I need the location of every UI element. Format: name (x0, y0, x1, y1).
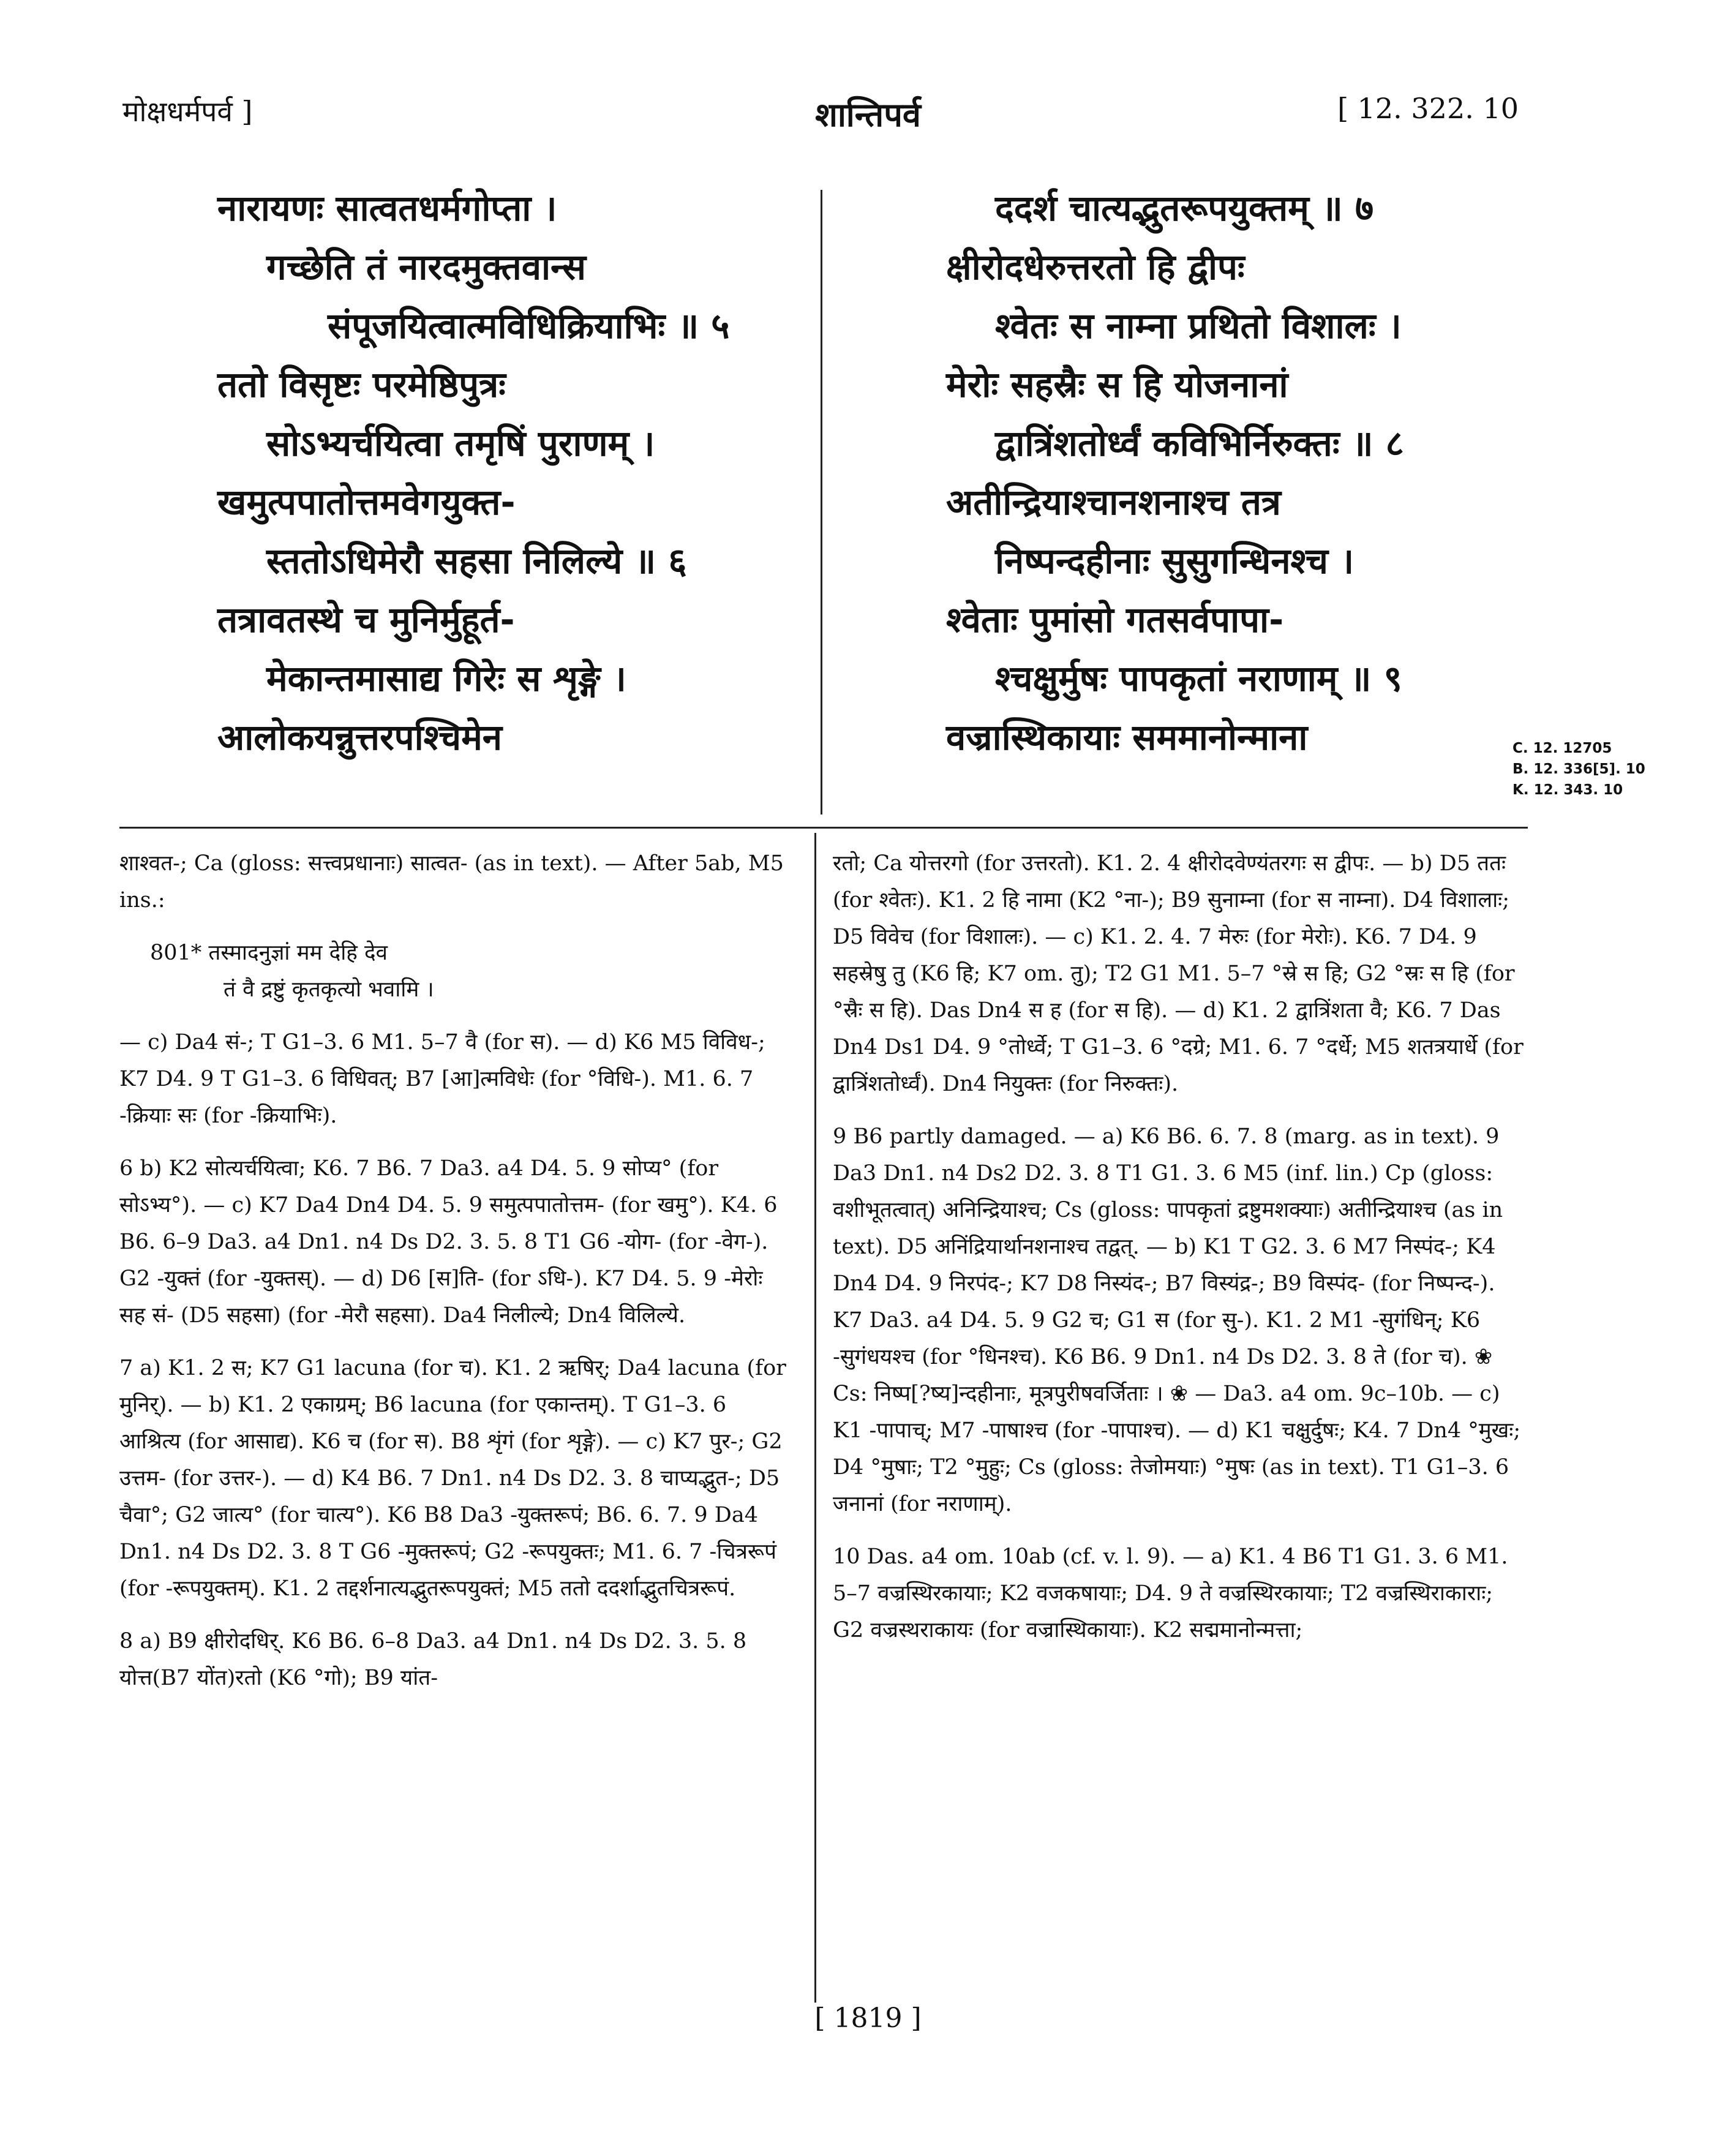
verse-line: द्वात्रिंशतोर्ध्वं कविभिर्निरुक्तः ॥ ८ (995, 423, 1404, 464)
verse-line: सोऽभ्यर्चयित्वा तमृषिं पुराणम् । (266, 423, 655, 464)
verse-line: ददर्श चात्यद्भुतरूपयुक्तम् ॥ ७ (995, 187, 1374, 229)
verse-line: ततो विसृष्टः परमेष्ठिपुत्रः (217, 364, 506, 405)
apparatus-entry: 6 b) K2 सोत्यर्चयित्वा; K6. 7 B6. 7 Da3. a4 D4. 5. 9 सोप्य° (for सोऽभ्य°). — c) K7 Da4 Dn4 D4. 5. 9 समुत्पपातोत्तम- (for खमु°). K4. 6 B6. 6–9 Da3. a4 Dn1. n4 Ds D2. 3. 5. 8 T1 G6 -योग- (for -वेग-). G2 -युक्तं (for -युक्तस्). — d) D6 [स]ति- (for ऽधि-). K7 D4. 5. 9 -मेरोः सह सं- (D5 सहसा) (for -मेरौ सहसा). Da4 निलील्ये; Dn4 विलिल्ये. (119, 1156, 778, 1328)
verse-line: श्वेताः पुमांसो गतसर्वपापा- (946, 599, 1284, 641)
verse-line: खमुत्पपातोत्तमवेगयुक्त- (217, 481, 516, 523)
text-apparatus-separator (119, 827, 1528, 829)
verse-line: क्षीरोदधेरुत्तरतो हि द्वीपः (946, 246, 1245, 288)
apparatus-entry: 9 B6 partly damaged. — a) K6 B6. 6. 7. 8 (marg. as in text). 9 Da3 Dn1. n4 Ds2 D2. 3. 8 T1 G1. 3. 6 M5 (inf. lin.) Cp (gloss: वशीभूतत्वात्) अनिन्द्रियाश्च; Cs (gloss: पापकृतां द्रष्टुमशक्याः) अतीन्द्रियाश्च (as in text). D5 अनिंद्रियार्थानशनाश्च तद्वत्. — b) K1 T G2. 3. 6 M7 निस्पंद-; K4 Dn4 D4. 9 निरपंद-; K7 D8 निस्यंद-; B7 विस्यंद्र-; B9 विस्पंद- (for निष्पन्द-). K7 Da3. a4 D4. 5. 9 G2 च; G1 स (for सु-). K1. 2 M1 -सुगंधिन्; K6 -सुगंधयश्च (for °धिनश्च). K6 B6. 9 Dn1. n4 Ds D2. 3. 8 ते (for च). ❀ Cs: निष्प[?ष्य]न्दहीनाः, मूत्रपुरीषवर्जिताः । ❀ — Da3. a4 om. 9c–10b. — c) K1 -पापाच्; M7 -पाषाश्च (for -पापाश्च). — d) K1 चक्षुर्दुषः; K4. 7 Dn4 °मुखः; D4 °मुषाः; T2 °मुहुः; Cs (gloss: तेजोमयाः) °मुषः (as in text). T1 G1–3. 6 जनानां (for नराणाम्). (833, 1124, 1521, 1516)
concordance-ref: K. 12. 343. 10 (1512, 782, 1623, 798)
verse-line: वज्रास्थिकायाः सममानोन्माना (946, 717, 1308, 758)
page-number: [ 1819 ] (814, 2003, 922, 2034)
verse-line: आलोकयन्नुत्तरपश्चिमेन (217, 717, 502, 758)
verse-line: श्चक्षुर्मुषः पापकृतां नराणाम् ॥ ९ (995, 658, 1402, 699)
verse-line: नारायणः सात्वतधर्मगोप्ता । (217, 187, 557, 229)
apparatus-entry: रतो; Ca योत्तरगो (for उत्तरतो). K1. 2. 4 क्षीरोदवेण्यंतरगः स द्वीपः. — b) D5 ततः (for श्वेतः). K1. 2 हि नामा (K2 °ना-); B9 सुनाम्ना (for स नाम्ना). D4 विशालाः; D5 विवेच (for विशालः). — c) K1. 2. 4. 7 मेरुः (for मेरोः). K6. 7 D4. 9 सहस्रेषु तु (K6 हि; K7 om. तु); T2 G1 M1. 5–7 °स्रे स हि; G2 °स्रः स हि (for °स्रैः स हि). Das Dn4 स ह (for स हि). — d) K1. 2 द्वात्रिंशता वै; K6. 7 Das Dn4 Ds1 D4. 9 °तोर्ध्वे; T G1–3. 6 °दग्रे; M1. 6. 7 °दर्धे; M5 शतत्रयार्धे (for द्वात्रिंशतोर्ध्वं). Dn4 नियुक्तः (for निरुक्तः). (833, 851, 1524, 1096)
apparatus-entry: — c) Da4 सं-; T G1–3. 6 M1. 5–7 वै (for स). — d) K6 M5 विविध-; K7 D4. 9 T G1–3. 6 विधिवत्; B7 [आ]त्मविधेः (for °विधि-). M1. 6. 7 -क्रियाः सः (for -क्रियाभिः). (119, 1030, 765, 1128)
verse-line: मेकान्तमासाद्य गिरेः स शृङ्गे । (266, 658, 626, 699)
column-divider-verses (821, 190, 822, 815)
apparatus-insertion-line: 801* तस्मादनुज्ञां मम देहि देव (150, 941, 388, 965)
running-head-left: मोक्षधर्मपर्व ] (122, 95, 253, 128)
verse-line: निष्पन्दहीनाः सुसुगन्धिनश्च । (995, 540, 1355, 582)
apparatus-entry: 10 Das. a4 om. 10ab (cf. v. l. 9). — a) K1. 4 B6 T1 G1. 3. 6 M1. 5–7 वज्रस्थिरकायाः; K2 वजकषायाः; D4. 9 ते वज्रस्थिरकायाः; T2 वज्रस्थिराकाराः; G2 वज्रस्थराकायः (for वज्रास्थिकायाः). K2 सद्ममानोन्मत्ता; (833, 1545, 1508, 1642)
concordance-ref: C. 12. 12705 (1512, 740, 1612, 756)
concordance-references (1512, 738, 1645, 800)
verse-line: मेरोः सहस्रैः स हि योजनानां (946, 364, 1288, 405)
column-divider-apparatus (814, 833, 816, 2003)
apparatus-insertion-line: तं वै द्रष्टुं कृतकृत्यो भवामि । (224, 977, 434, 1002)
critical-apparatus-left (119, 845, 793, 1712)
verse-line: श्वेतः स नाम्ना प्रथितो विशालः । (995, 305, 1402, 347)
verse-line: संपूजयित्वात्मविधिक्रियाभिः ॥ ५ (328, 305, 730, 347)
apparatus-entry: 8 a) B9 क्षीरोदधिर्. K6 B6. 6–8 Da3. a4 Dn1. n4 Ds D2. 3. 5. 8 योत्त(B7 योंत)रतो (K6 °गो); B9 यांत- (119, 1629, 747, 1690)
verse-line: तत्रावतस्थे च मुनिर्मुहूर्त- (217, 599, 515, 641)
apparatus-entry: शाश्वत-; Ca (gloss: सत्त्वप्रधानाः) सात्वत- (as in text). — After 5ab, M5 ins.: (119, 851, 784, 912)
verse-line: स्ततोऽधिमेरौ सहसा निलिल्ये ॥ ६ (266, 540, 687, 582)
running-head-reference: [ 12. 322. 10 (1337, 92, 1519, 125)
apparatus-entry: 7 a) K1. 2 स; K7 G1 lacuna (for च). K1. 2 ऋषिर्; Da4 lacuna (for मुनिर्). — b) K1. 2 एकाग्रम्; B6 lacuna (for एकान्तम्). T G1–3. 6 आश्रित्य (for आसाद्य). K6 च (for स). B8 शृंगं (for शृङ्गे). — c) K7 पुर-; G2 उत्तम- (for उत्तर-). — d) K4 B6. 7 Dn1. n4 Ds D2. 3. 8 चाप्यद्भुत-; D5 चैवा°; G2 जात्य° (for चात्य°). K6 B8 Da3 -युक्तरूपं; B6. 6. 7. 9 Da4 Dn1. n4 Ds D2. 3. 8 T G6 -मुक्तरूपं; G2 -रूपयुक्तः; M1. 6. 7 -चित्ररूपं (for -रूपयुक्तम्). K1. 2 तद्दर्शनात्यद्भुतरूपयुक्तं; M5 ततो ददर्शाद्भुतचित्ररूपं. (119, 1356, 786, 1601)
verse-column-right (946, 179, 1509, 767)
verse-line: गच्छेति तं नारदमुक्तवान्स (266, 246, 586, 288)
running-head-title: शान्तिपर्व (815, 95, 921, 134)
critical-apparatus-right (833, 845, 1528, 1665)
concordance-ref: B. 12. 336[5]. 10 (1512, 761, 1645, 777)
verse-line: अतीन्द्रियाश्चानशनाश्च तत्र (946, 481, 1281, 523)
verse-column-left (217, 179, 805, 767)
